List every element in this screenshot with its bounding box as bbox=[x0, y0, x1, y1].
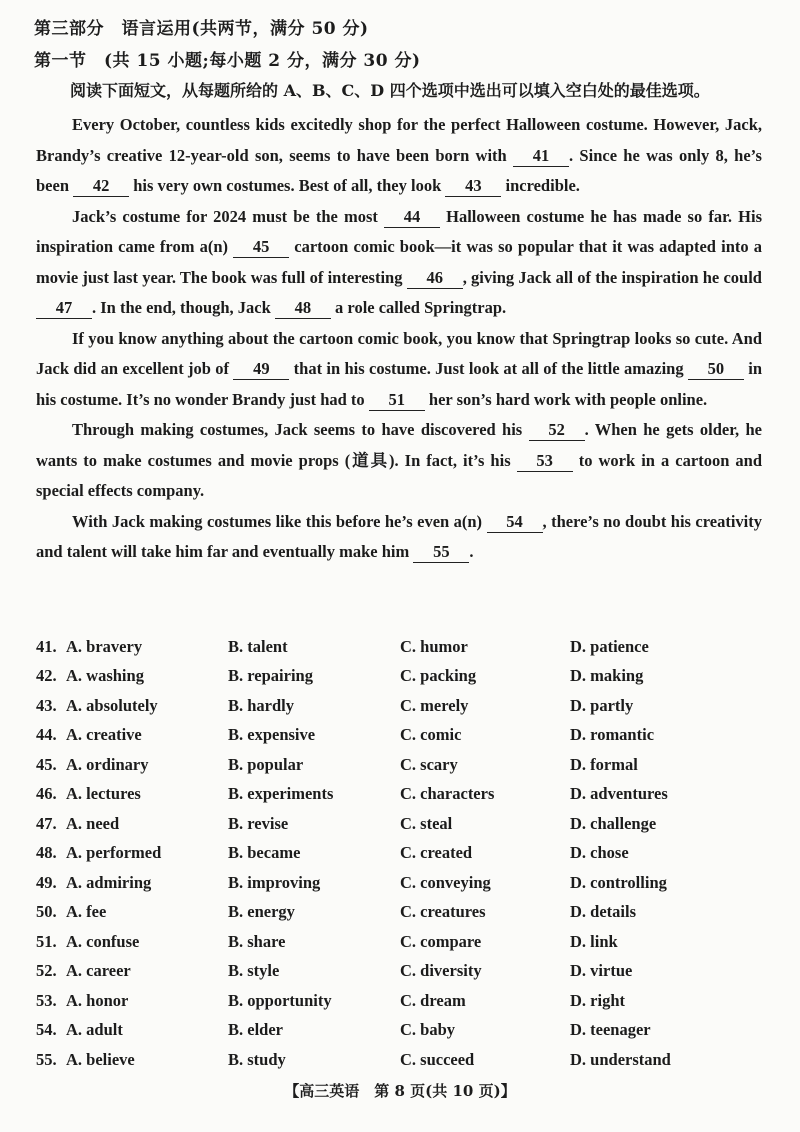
passage-text: in his costume. It’s no wonder Brandy just had to bbox=[36, 359, 763, 409]
option-c[interactable]: C. packing bbox=[400, 666, 477, 686]
option-a[interactable]: A. washing bbox=[66, 666, 144, 686]
question-row-55 bbox=[36, 1045, 736, 1075]
option-a[interactable]: A. believe bbox=[66, 1049, 135, 1069]
blank-51[interactable]: 51 bbox=[369, 390, 425, 411]
option-b[interactable]: B. hardly bbox=[228, 695, 295, 715]
passage-text: cartoon comic book—it was so popular that it was adapted into a movie just last year. The book was full of interesting bbox=[36, 237, 763, 287]
option-a[interactable]: A. career bbox=[66, 961, 131, 981]
option-c[interactable]: C. scary bbox=[400, 754, 458, 774]
question-row-46 bbox=[36, 780, 736, 810]
blank-44[interactable]: 44 bbox=[384, 207, 440, 228]
question-row-47 bbox=[36, 809, 736, 839]
option-d[interactable]: D. chose bbox=[570, 843, 629, 863]
option-a[interactable]: A. admiring bbox=[66, 872, 152, 892]
option-d[interactable]: D. patience bbox=[570, 636, 649, 656]
option-a[interactable]: A. performed bbox=[66, 843, 162, 863]
passage-text: to work in a cartoon and special effects company. bbox=[36, 450, 763, 500]
question-row-53 bbox=[36, 986, 736, 1016]
question-row-45 bbox=[36, 750, 736, 780]
option-d[interactable]: D. controlling bbox=[570, 872, 667, 892]
option-b[interactable]: B. experiments bbox=[228, 784, 334, 804]
question-row-54 bbox=[36, 1016, 736, 1046]
option-c[interactable]: C. compare bbox=[400, 931, 482, 951]
question-number: 54. bbox=[36, 1020, 57, 1040]
blank-43[interactable]: 43 bbox=[445, 176, 501, 197]
option-a[interactable]: A. adult bbox=[66, 1020, 123, 1040]
blank-42[interactable]: 42 bbox=[73, 176, 129, 197]
passage-text: . When he gets older, he wants to make costumes and movie props (道具). In fact, it’s his bbox=[36, 420, 762, 470]
question-number: 42. bbox=[36, 666, 57, 686]
option-c[interactable]: C. baby bbox=[400, 1020, 456, 1040]
option-a[interactable]: A. confuse bbox=[66, 931, 140, 951]
instructions: 阅读下面短文，从每题所给的 A、B、C、D 四个选项中选出可以填入空白处的最佳选项。 bbox=[70, 81, 710, 100]
option-d[interactable]: D. adventures bbox=[570, 784, 668, 804]
option-c[interactable]: C. steal bbox=[400, 813, 453, 833]
option-d[interactable]: D. romantic bbox=[570, 725, 655, 745]
blank-53[interactable]: 53 bbox=[517, 451, 573, 472]
blank-50[interactable]: 50 bbox=[688, 359, 744, 380]
option-c[interactable]: C. succeed bbox=[400, 1049, 475, 1069]
passage-text: Through making costumes, Jack seems to have discovered his bbox=[72, 420, 529, 439]
option-b[interactable]: B. revise bbox=[228, 813, 289, 833]
passage-text: . bbox=[469, 542, 474, 561]
passage-paragraph bbox=[36, 415, 762, 507]
passage-text: . Since he was only 8, he’s been bbox=[36, 145, 762, 195]
question-number: 53. bbox=[36, 990, 57, 1010]
question-number: 45. bbox=[36, 754, 57, 774]
option-b[interactable]: B. popular bbox=[228, 754, 304, 774]
option-b[interactable]: B. repairing bbox=[228, 666, 313, 686]
subsection-title: 第一节 (共 15 小题;每小题 2 分，满分 30 分) bbox=[34, 51, 421, 71]
question-number: 41. bbox=[36, 636, 57, 656]
option-b[interactable]: B. expensive bbox=[228, 725, 316, 745]
blank-54[interactable]: 54 bbox=[487, 512, 543, 533]
passage-text: Every October, countless kids excitedly shop for the perfect Halloween costume. However, Jack, Brandy’s creative 12-year-old son, seems to have been born with bbox=[36, 115, 762, 165]
option-b[interactable]: B. opportunity bbox=[228, 990, 332, 1010]
option-d[interactable]: D. link bbox=[570, 931, 618, 951]
option-c[interactable]: C. merely bbox=[400, 695, 469, 715]
passage-text: , giving Jack all of the inspiration he could bbox=[462, 267, 762, 287]
question-row-44 bbox=[36, 721, 736, 751]
question-row-42 bbox=[36, 662, 736, 692]
blank-41[interactable]: 41 bbox=[513, 146, 569, 167]
passage-paragraph bbox=[36, 110, 762, 202]
option-a[interactable]: A. ordinary bbox=[66, 754, 149, 774]
passage-text: Jack’s costume for 2024 must be the most bbox=[72, 206, 385, 226]
question-row-41 bbox=[36, 632, 736, 662]
option-b[interactable]: B. energy bbox=[228, 902, 295, 922]
passage-text: With Jack making costumes like this before he’s even a(n) bbox=[72, 511, 487, 531]
option-b[interactable]: B. became bbox=[228, 843, 301, 863]
option-c[interactable]: C. diversity bbox=[400, 961, 482, 981]
question-number: 48. bbox=[36, 843, 57, 863]
option-a[interactable]: A. honor bbox=[66, 990, 129, 1010]
option-d[interactable]: D. virtue bbox=[570, 961, 633, 981]
passage-text: If you know anything about the cartoon comic book, you know that Springtrap looks so cute. And Jack did an excellent job of bbox=[36, 328, 762, 378]
question-row-50 bbox=[36, 898, 736, 928]
option-a[interactable]: A. creative bbox=[66, 725, 142, 745]
passage-text: a role called Springtrap. bbox=[330, 298, 507, 317]
option-a[interactable]: A. fee bbox=[66, 902, 107, 922]
blank-49[interactable]: 49 bbox=[233, 359, 289, 380]
blank-48[interactable]: 48 bbox=[275, 298, 331, 319]
passage-text: his very own costumes. Best of all, they look bbox=[129, 176, 446, 195]
option-d[interactable]: D. partly bbox=[570, 695, 634, 715]
passage-paragraph bbox=[36, 202, 762, 324]
question-number: 47. bbox=[36, 813, 57, 833]
question-number: 49. bbox=[36, 872, 57, 892]
option-b[interactable]: B. style bbox=[228, 961, 280, 981]
passage-paragraph bbox=[36, 324, 762, 416]
option-a[interactable]: A. need bbox=[66, 813, 120, 833]
option-c[interactable]: C. dream bbox=[400, 990, 466, 1010]
blank-45[interactable]: 45 bbox=[233, 237, 289, 258]
blank-47[interactable]: 47 bbox=[36, 298, 92, 319]
question-row-49 bbox=[36, 868, 736, 898]
option-b[interactable]: B. talent bbox=[228, 636, 288, 656]
option-d[interactable]: D. teenager bbox=[570, 1020, 651, 1040]
option-d[interactable]: D. understand bbox=[570, 1049, 671, 1069]
question-number: 44. bbox=[36, 725, 57, 745]
question-row-51 bbox=[36, 927, 736, 957]
question-number: 50. bbox=[36, 902, 57, 922]
section-title: 第三部分 语言运用(共两节，满分 50 分) bbox=[34, 19, 369, 39]
option-d[interactable]: D. details bbox=[570, 902, 636, 922]
option-d[interactable]: D. formal bbox=[570, 754, 638, 774]
option-b[interactable]: B. improving bbox=[228, 872, 321, 892]
option-d[interactable]: D. challenge bbox=[570, 813, 657, 833]
passage-text: . In the end, though, Jack bbox=[92, 298, 275, 317]
option-b[interactable]: B. study bbox=[228, 1049, 286, 1069]
option-a[interactable]: A. absolutely bbox=[66, 695, 158, 715]
passage-text: incredible. bbox=[501, 176, 580, 195]
question-number: 46. bbox=[36, 784, 57, 804]
cloze-passage bbox=[36, 110, 762, 568]
blank-46[interactable]: 46 bbox=[407, 268, 463, 289]
question-number: 52. bbox=[36, 961, 57, 981]
passage-text: Halloween costume he has made so far. His inspiration came from a(n) bbox=[36, 206, 762, 256]
question-row-48 bbox=[36, 839, 736, 869]
passage-text: that in his costume. Just look at all of the little amazing bbox=[289, 359, 688, 378]
option-d[interactable]: D. right bbox=[570, 990, 625, 1010]
question-number: 51. bbox=[36, 931, 57, 951]
option-b[interactable]: B. share bbox=[228, 931, 286, 951]
option-c[interactable]: C. characters bbox=[400, 784, 495, 804]
question-row-43 bbox=[36, 691, 736, 721]
option-c[interactable]: C. conveying bbox=[400, 872, 491, 892]
option-a[interactable]: A. bravery bbox=[66, 636, 143, 656]
option-a[interactable]: A. lectures bbox=[66, 784, 141, 804]
blank-52[interactable]: 52 bbox=[529, 420, 585, 441]
question-number: 43. bbox=[36, 695, 57, 715]
option-b[interactable]: B. elder bbox=[228, 1020, 283, 1040]
option-c[interactable]: C. comic bbox=[400, 725, 462, 745]
blank-55[interactable]: 55 bbox=[413, 542, 469, 563]
page-footer: 【高三英语 第 8 页(共 10 页)】 bbox=[284, 1082, 516, 1100]
passage-paragraph bbox=[36, 507, 762, 568]
question-number: 55. bbox=[36, 1049, 57, 1069]
question-options-list bbox=[36, 632, 736, 1075]
passage-text: her son’s hard work with people online. bbox=[424, 389, 708, 409]
passage-text: , there’s no doubt his creativity and talent will take him far and eventually make him bbox=[36, 511, 762, 561]
option-c[interactable]: C. creatures bbox=[400, 902, 486, 922]
question-row-52 bbox=[36, 957, 736, 987]
option-c[interactable]: C. humor bbox=[400, 636, 468, 656]
option-d[interactable]: D. making bbox=[570, 666, 644, 686]
option-c[interactable]: C. created bbox=[400, 843, 473, 863]
